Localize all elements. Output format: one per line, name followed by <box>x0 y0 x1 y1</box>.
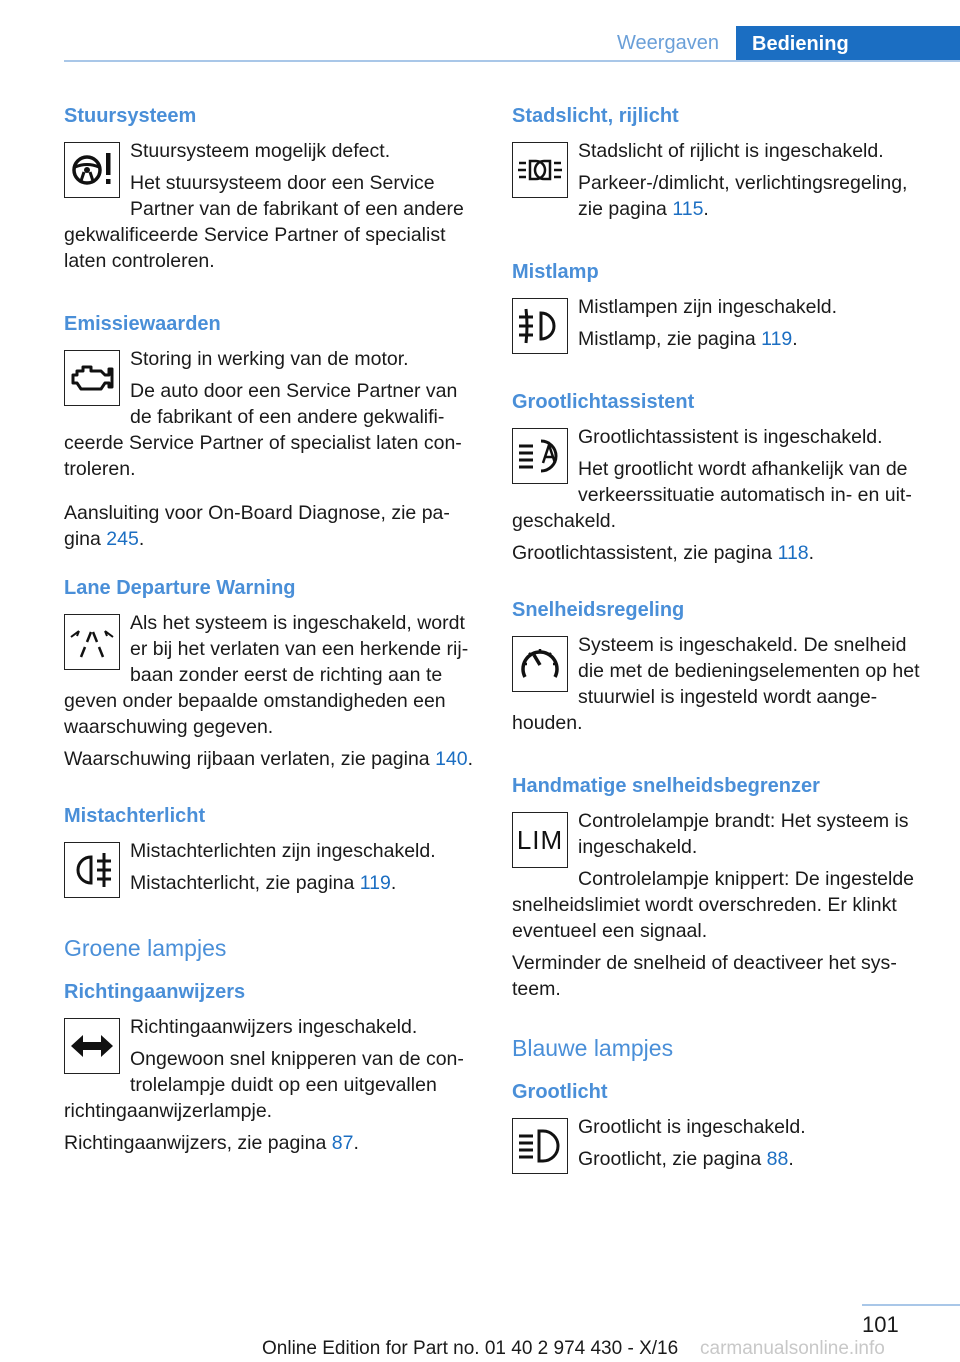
section-title: Grootlichtassistent <box>512 391 695 413</box>
paragraph: Mistachterlichten zijn ingeschakeld. <box>130 840 436 862</box>
section-title: Lane Departure Warning <box>64 577 296 599</box>
page-link-87[interactable]: 87 <box>331 1132 354 1154</box>
footer-rule <box>862 1304 960 1306</box>
right-column <box>512 102 928 1208</box>
front-fog-light-icon <box>512 298 568 354</box>
cruise-control-icon <box>512 636 568 692</box>
page-number: 101 <box>862 1312 899 1337</box>
page-link-140[interactable]: 140 <box>435 748 468 770</box>
engine-icon <box>64 350 120 406</box>
paragraph: Controlelampje brandt: Het systeem is ingeschakeld. <box>578 810 909 858</box>
steering-warning-icon <box>64 142 120 198</box>
watermark: carmanualsonline.info <box>700 1338 885 1359</box>
paragraph-text: Grootlichtassistent, zie pagina <box>512 542 778 564</box>
section-title: Stuursysteem <box>64 105 197 127</box>
paragraph <box>64 870 480 896</box>
section-mistachterlicht <box>64 802 480 902</box>
section-title: Stadslicht, rijlicht <box>512 105 679 127</box>
paragraph-text: Waarschuwing rijbaan verlaten, zie pagina <box>64 748 436 770</box>
punctuation: . <box>788 1148 794 1170</box>
paragraph-text: Aansluiting voor On-Board Diagnose, zie pagina <box>64 502 450 550</box>
section-title: Snelheidsregeling <box>512 599 685 621</box>
paragraph-text: Grootlicht, zie pagina <box>578 1148 767 1170</box>
high-beam-icon <box>512 1118 568 1174</box>
section-title: Mistlamp <box>512 261 599 283</box>
section-title: Richtingaanwijzers <box>64 981 246 1003</box>
section-grootlichtassistent <box>512 388 928 566</box>
paragraph: Het grootlicht wordt afhankelijk van de verkeerssituatie automatisch in- en uitgeschakeld. <box>512 458 912 532</box>
paragraph: Grootlicht is ingeschakeld. <box>578 1116 806 1138</box>
section-snelheidsregeling <box>512 596 928 742</box>
page-link-245[interactable]: 245 <box>106 528 139 550</box>
section-title: Handmatige snelheidsbegrenzer <box>512 775 820 797</box>
paragraph: Richtingaanwijzers ingeschakeld. <box>130 1016 418 1038</box>
parking-light-icon <box>512 142 568 198</box>
punctuation: . <box>703 198 709 220</box>
punctuation: . <box>353 1132 359 1154</box>
section-heading-groene-lampjes: Groene lampjes <box>64 935 227 961</box>
paragraph <box>64 1130 480 1156</box>
section-lane-departure <box>64 574 480 772</box>
paragraph <box>64 500 480 552</box>
punctuation: . <box>138 528 145 550</box>
paragraph: Ongewoon snel knipperen van de controlelampje duidt op een uitgevallen richtingaanwijzerlampje. <box>64 1048 464 1122</box>
turn-signal-icon <box>64 1018 120 1074</box>
section-heading-blauwe-lampjes: Blauwe lampjes <box>512 1035 674 1061</box>
paragraph: Storing in werking van de motor. <box>130 348 409 370</box>
punctuation: . <box>390 872 397 894</box>
paragraph: Stuursysteem mogelijk defect. <box>130 140 391 162</box>
page-link-119[interactable]: 119 <box>359 872 391 894</box>
paragraph: Verminder de snelheid of deactiveer het systeem. <box>512 952 897 1000</box>
paragraph: Het stuursysteem door een Service Partner van de fabrikant of een andere gekwalificeerde Service Partner of specialist laten controleren. <box>64 172 464 272</box>
paragraph <box>64 746 480 772</box>
paragraph: Stadslicht of rijlicht is ingeschakeld. <box>578 140 884 162</box>
page-link-115[interactable]: 115 <box>672 198 704 220</box>
left-column <box>64 102 480 1186</box>
punctuation: . <box>467 748 474 770</box>
paragraph <box>512 540 928 566</box>
page-link-118[interactable]: 118 <box>777 542 809 564</box>
rear-fog-light-icon <box>64 842 120 898</box>
section-title: Grootlicht <box>512 1081 608 1103</box>
paragraph: Als het systeem is ingeschakeld, wordt er bij het verlaten van een herkende rijbaan zonder eerst de richting aan te geven onder bepaalde omstandigheden een waarschuwing gegeven. <box>64 612 469 738</box>
tab-bediening[interactable]: Bediening <box>736 26 960 62</box>
paragraph: Mistlampen zijn ingeschakeld. <box>578 296 838 318</box>
speed-limiter-icon <box>512 812 568 868</box>
paragraph: Systeem is ingeschakeld. De snelheid die met de bedieningselementen op het stuurwiel is ingesteld wordt aangehouden. <box>512 634 920 734</box>
header-rule <box>64 60 960 62</box>
paragraph <box>512 1146 928 1172</box>
punctuation: . <box>808 542 815 564</box>
section-mistlamp <box>512 258 928 358</box>
section-title: Mistachterlicht <box>64 805 206 827</box>
paragraph: Grootlichtassistent is ingeschakeld. <box>578 426 883 448</box>
punctuation: . <box>792 328 798 350</box>
section-title: Emissiewaarden <box>64 313 221 335</box>
section-emissiewaarden <box>64 310 480 552</box>
section-richtingaanwijzers <box>64 978 480 1156</box>
paragraph-text: Mistachterlicht, zie pagina <box>130 872 360 894</box>
paragraph: De auto door een Service Partner van de fabrikant of een andere gekwalificeerde Service Partner of specialist laten controleren. <box>64 380 462 480</box>
section-grootlicht <box>512 1078 928 1178</box>
tab-weergaven[interactable]: Weergaven <box>617 32 719 54</box>
section-stadslicht <box>512 102 928 228</box>
section-snelheidsbegrenzer <box>512 772 928 1002</box>
paragraph <box>512 326 928 352</box>
page-link-88[interactable]: 88 <box>766 1148 789 1170</box>
paragraph: Controlelampje knippert: De ingestelde snelheidslimiet wordt overschreden. Er klinkt eventueel een signaal. <box>512 868 915 942</box>
lim-icon-label: LIM <box>516 824 564 855</box>
paragraph-text: Mistlamp, zie pagina <box>578 328 762 350</box>
high-beam-assist-icon <box>512 428 568 484</box>
paragraph-text: Richtingaanwijzers, zie pagina <box>64 1132 332 1154</box>
paragraph-text: Parkeer-/dimlicht, verlichtingsregeling, zie pagina <box>578 172 908 220</box>
edition-footer: Online Edition for Part no. 01 40 2 974 430 - X/16 <box>262 1338 679 1359</box>
lane-departure-icon <box>64 614 120 670</box>
page-link-119[interactable]: 119 <box>761 328 793 350</box>
paragraph <box>512 170 928 222</box>
section-stuursysteem <box>64 102 480 280</box>
